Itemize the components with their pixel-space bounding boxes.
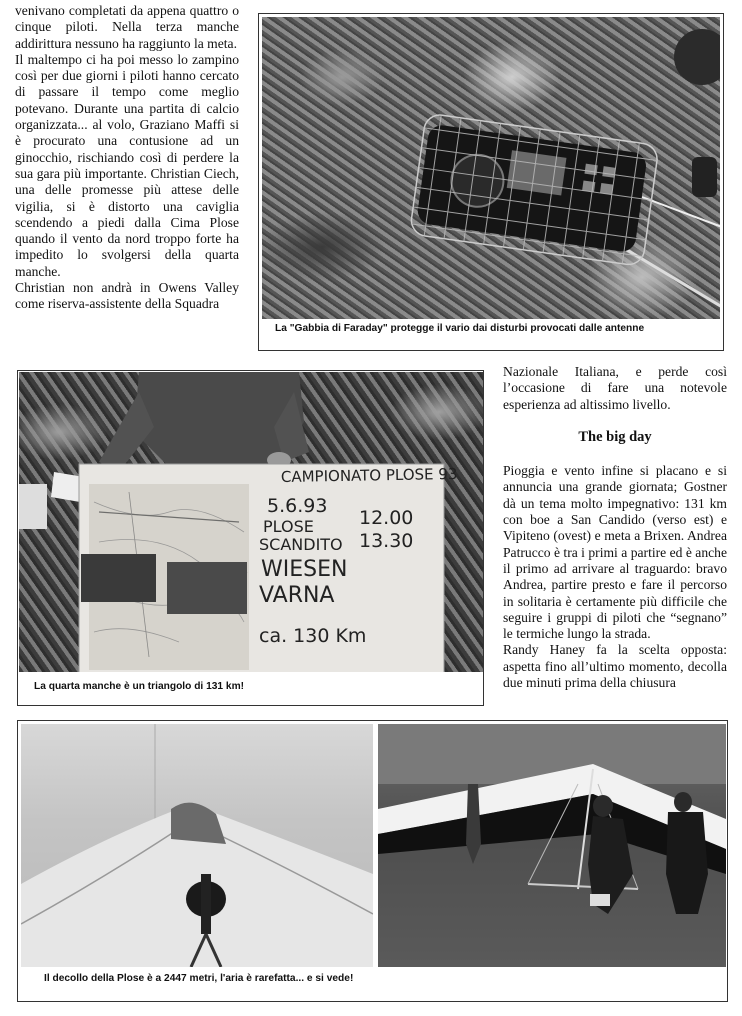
launch-photo-frame [17, 720, 728, 1002]
board-writing [19, 372, 483, 672]
paragraph: Randy Haney fa la scelta opposta: aspetta fino all’ultimo momento, decolla due minuti prima della chiusura [503, 642, 727, 691]
paragraph: venivano completati da appena quattro o cinque piloti. Nella terza manche addirittura nessuno ha raggiunto la meta. [15, 3, 239, 51]
article-column-1 [15, 3, 239, 313]
paragraph: Pioggia e vento infine si placano e si annuncia una grande giornata; Gostner dà un tema molto impegnativo: 131 km con boe a San Candido (verso est) e Vipiteno (ovest) e meta a Brixen. Andrea Patrucco è tra i primi a partire ed è anche il primo ad arrivare al traguardo: bravo Andrea, partire presto e fare il percorso in solitaria è certamente più difficile che seguire i gruppi di piloti che “segnano” le termiche lungo la strada. [503, 463, 727, 642]
paragraph: Christian non andrà in Owens Valley come riserva-assistente della Squadra [15, 280, 239, 312]
section-heading: The big day [578, 428, 652, 445]
article-column-2 [503, 364, 727, 691]
board-date: 5.6.93 [267, 495, 328, 517]
board-place-1: PLOSE [263, 517, 314, 536]
board-caption: La quarta manche è un triangolo di 131 km! [34, 681, 245, 692]
variometer-cage-illustration [262, 17, 720, 319]
hang-glider-launch-photo [378, 724, 726, 967]
board-time-1: 12.00 [359, 507, 414, 529]
board-title: CAMPIONATO PLOSE 93 [280, 464, 458, 486]
board-goal-2: VARNA [259, 583, 335, 608]
faraday-photo [262, 17, 720, 319]
faraday-caption: La "Gabbia di Faraday" protegge il vario dai disturbi provocati dalle antenne [275, 323, 645, 334]
board-goal-1: WIESEN [261, 557, 348, 582]
paragraph: Nazionale Italiana, e perde così l’occasione di fare una notevole esperienza ad altissimo livello. [503, 364, 727, 412]
wing-nose-photo [21, 724, 373, 967]
board-time-2: 13.30 [359, 530, 414, 552]
board-distance: ca. 130 Km [259, 625, 367, 647]
board-photo [19, 372, 483, 672]
launch-caption: Il decollo della Plose è a 2447 metri, l'aria è rarefatta... e si vede! [44, 973, 354, 984]
hang-glider-illustration [378, 724, 726, 967]
paragraph: Il maltempo ci ha poi messo lo zampino così per due giorni i piloti hanno cercato di passare il tempo come meglio potevano. Durante una partita di calcio organizzata... al volo, Graziano Maffi si è procurato una contusione ad un ginocchio, rischiando così di perdere la sua gara più importante. Christian Ciech, una delle promesse più attese delle vigilia, si è distorto una caviglia scendendo a piedi dalla Cima Plose quando il vento da nord troppo forte ha impedito lo svolgersi della quarta manche. [15, 51, 239, 279]
wing-nose-illustration [21, 724, 373, 967]
board-photo-frame [17, 370, 484, 706]
faraday-photo-frame [258, 13, 724, 351]
board-place-2: SCANDITO [259, 535, 343, 554]
